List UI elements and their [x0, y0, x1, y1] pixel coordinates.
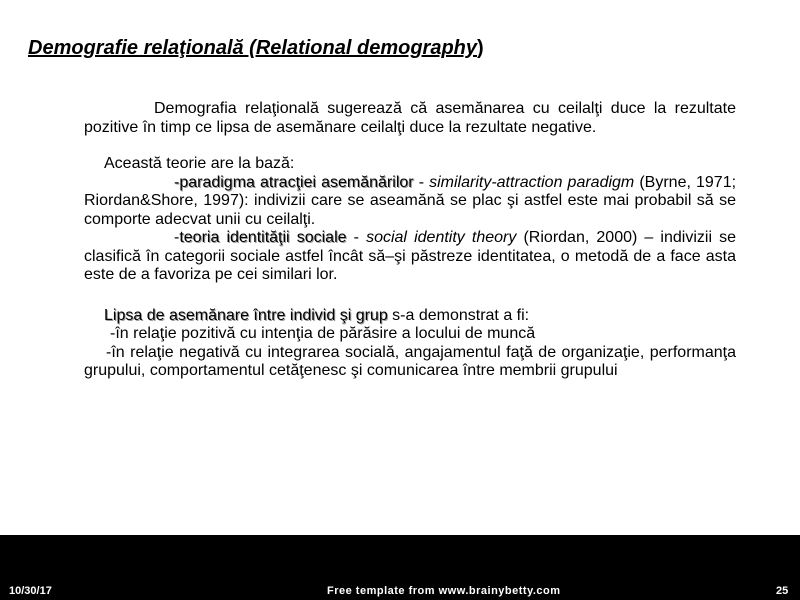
- paragraph-intro: Demografia relaţională sugerează că asemănarea cu ceilalţi duce la rezultate pozitive în timp ce lipsa de asemănare ceilalţi duce la rezultate negative.: [84, 100, 736, 136]
- term-similarity-en: similarity-attraction paradigm: [429, 173, 635, 191]
- paragraph-basis: Această teorie are la bază:: [104, 155, 295, 172]
- slide-title-main: Demografie relaţională (Relational demography: [28, 37, 477, 59]
- term-dissimilarity: Lipsa de asemănare între individ şi grup: [104, 306, 388, 324]
- list-item-positive: -în relaţie pozitivă cu intenţia de părăsire a locului de muncă: [110, 325, 536, 342]
- footer-credit: Free template from www.brainybetty.com: [327, 585, 561, 597]
- slide-title: [28, 37, 484, 60]
- list-item-similarity: -paradigma atracţiei asemănărilor - similarity-attraction paradigm (Byrne, 1971; Riordan&Shore, 1997): indivizii care se aseamănă se plac şi astfel este mai probabil să se comporte adecvat unii cu ceilalţi.: [84, 173, 737, 228]
- slide-title-close: ): [477, 37, 484, 59]
- footer-bar: [0, 535, 800, 600]
- list-item-negative: -în relaţie negativă cu integrarea socială, angajamentul faţă de organizaţie, performanţa grupului, comportamentul cetăţenesc şi comunicarea între membrii grupului: [84, 343, 736, 379]
- paragraph-dissimilarity: Lipsa de asemănare între individ şi grup s-a demonstrat a fi:: [104, 306, 530, 324]
- term-similarity: -paradigma atracţiei asemănărilor: [174, 173, 414, 191]
- list-item-identity: -teoria identităţii sociale - social identity theory (Riordan, 2000) – indivizii se clasifică în categorii sociale astfel încât să–şi păstreze identitatea, o metodă de a face asta este de a favoriza pe cei similari lor.: [84, 229, 737, 283]
- footer-page-number: 25: [776, 585, 789, 597]
- footer-date: 10/30/17: [9, 585, 52, 597]
- term-identity-en: social identity theory: [366, 229, 517, 246]
- slide-body: [84, 100, 736, 381]
- term-identity: teoria identităţii sociale: [179, 229, 347, 246]
